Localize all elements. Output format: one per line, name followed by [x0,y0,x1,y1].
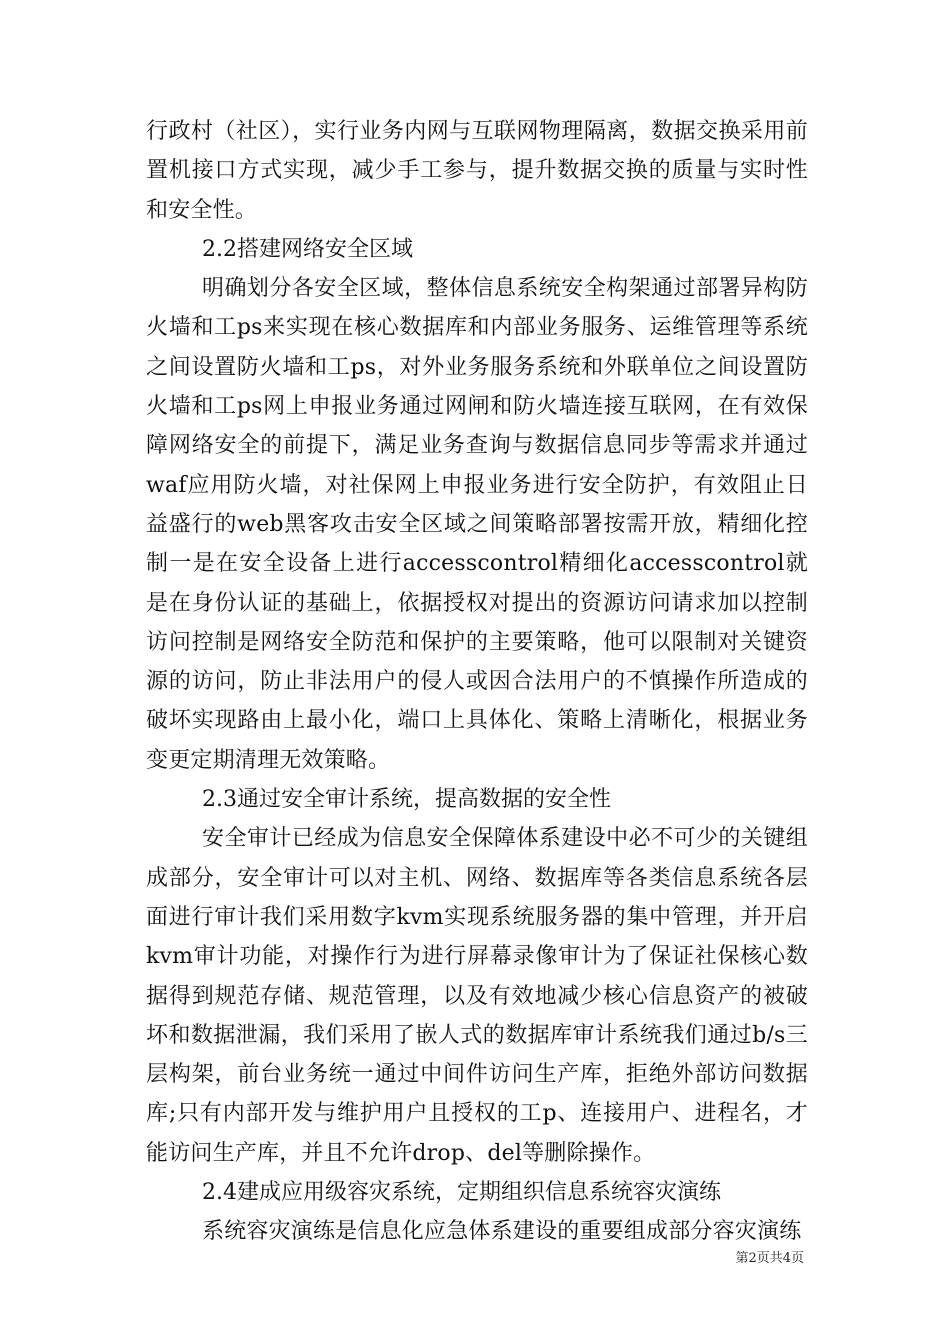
section-heading-2-3: 2.3通过安全审计系统，提高数据的安全性 [202,787,611,813]
page-number-footer: 第2页共4页 [735,1251,804,1266]
section-heading-2-2: 2.2搭建网络安全区域 [202,236,413,262]
document-body [146,112,808,1252]
paragraph-network-security: 明确划分各安全区域，整体信息系统安全构架通过部署异构防火墙和工ps来实现在核心数据库和内部业务服务、运维管理等系统之间设置防火墙和工ps，对外业务服务系统和外联单位之间设置防火墙和工ps网上申报业务通过网闸和防火墙连接互联网，在有效保障网络安全的前提下，满足业务查询与数据信息同步等需求并通过waf应用防火墙，对社保网上申报业务进行安全防护，有效阻止日益盛行的web黑客攻击安全区域之间策略部署按需开放，精细化控制一是在安全设备上进行accesscontrol精细化accesscontrol就是在身份认证的基础上，依据授权对提出的资源访问请求加以控制访问控制是网络安全防范和保护的主要策略，他可以限制对关键资源的访问，防止非法用户的侵人或因合法用户的不慎操作所造成的破坏实现路由上最小化，端口上具体化、策略上清晰化，根据业务变更定期清理无效策略。 [146,276,808,773]
paragraph-intro: 行政村（社区），实行业务内网与互联网物理隔离，数据交换采用前置机接口方式实现，减少手工参与，提升数据交换的质量与实时性和安全性。 [146,119,808,223]
paragraph-security-audit: 安全审计已经成为信息安全保障体系建设中必不可少的关键组成部分，安全审计可以对主机、网络、数据库等各类信息系统各层面进行审计我们采用数字kvm实现系统服务器的集中管理，并开启kvm审计功能，对操作行为进行屏幕录像审计为了保证社保核心数据得到规范存储、规范管理，以及有效地减少核心信息资产的被破坏和数据泄漏，我们采用了嵌人式的数据库审计系统我们通过b/s三层构架，前台业务统一通过中间件访问生产库，拒绝外部访问数据库;只有内部开发与维护用户且授权的工p、连接用户、进程名，才能访问生产库，并且不允许drop、del等删除操作。 [146,826,808,1166]
paragraph-disaster-recovery: 系统容灾演练是信息化应急体系建设的重要组成部分容灾演练 [202,1219,802,1245]
section-heading-2-4: 2.4建成应用级容灾系统，定期组织信息系统容灾演练 [202,1180,721,1206]
